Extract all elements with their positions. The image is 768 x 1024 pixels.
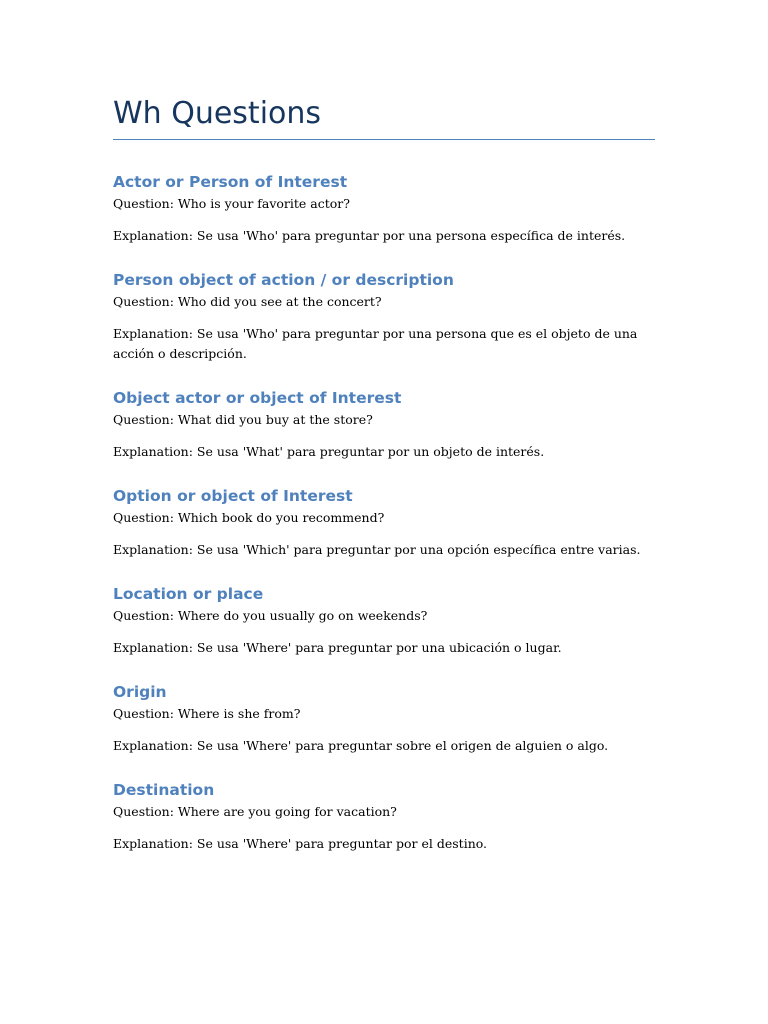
section-origin	[113, 680, 655, 756]
section-option	[113, 484, 655, 560]
section-heading: Option or object of Interest	[113, 487, 353, 505]
section-object-actor	[113, 386, 655, 462]
section-explanation: Explanation: Se usa 'Which' para preguntar por una opción específica entre varias.	[113, 542, 641, 557]
section-heading: Actor or Person of Interest	[113, 173, 348, 191]
section-heading: Location or place	[113, 585, 264, 603]
title-underline-rule	[113, 139, 655, 140]
section-question: Question: Where is she from?	[113, 706, 301, 721]
section-person-object	[113, 268, 655, 364]
section-explanation: Explanation: Se usa 'What' para preguntar por un objeto de interés.	[113, 444, 545, 459]
section-heading: Destination	[113, 781, 215, 799]
section-destination	[113, 778, 655, 854]
section-explanation: Explanation: Se usa 'Where' para preguntar por el destino.	[113, 836, 488, 851]
section-question: Question: Where do you usually go on weekends?	[113, 608, 428, 623]
section-explanation: Explanation: Se usa 'Where' para preguntar por una ubicación o lugar.	[113, 640, 562, 655]
section-heading: Person object of action / or description	[113, 271, 454, 289]
document-title: Wh Questions	[113, 96, 322, 131]
section-heading: Origin	[113, 683, 167, 701]
section-heading: Object actor or object of Interest	[113, 389, 402, 407]
section-explanation: Explanation: Se usa 'Who' para preguntar por una persona que es el objeto de una acción o descripción.	[113, 326, 638, 361]
section-actor-or-person	[113, 170, 655, 246]
section-question: Question: Where are you going for vacation?	[113, 804, 397, 819]
section-location	[113, 582, 655, 658]
sections-list	[113, 170, 655, 876]
section-question: Question: What did you buy at the store?	[113, 412, 373, 427]
section-question: Question: Which book do you recommend?	[113, 510, 385, 525]
section-question: Question: Who did you see at the concert?	[113, 294, 382, 309]
section-explanation: Explanation: Se usa 'Where' para preguntar sobre el origen de alguien o algo.	[113, 738, 609, 753]
section-explanation: Explanation: Se usa 'Who' para preguntar por una persona específica de interés.	[113, 228, 626, 243]
section-question: Question: Who is your favorite actor?	[113, 196, 350, 211]
